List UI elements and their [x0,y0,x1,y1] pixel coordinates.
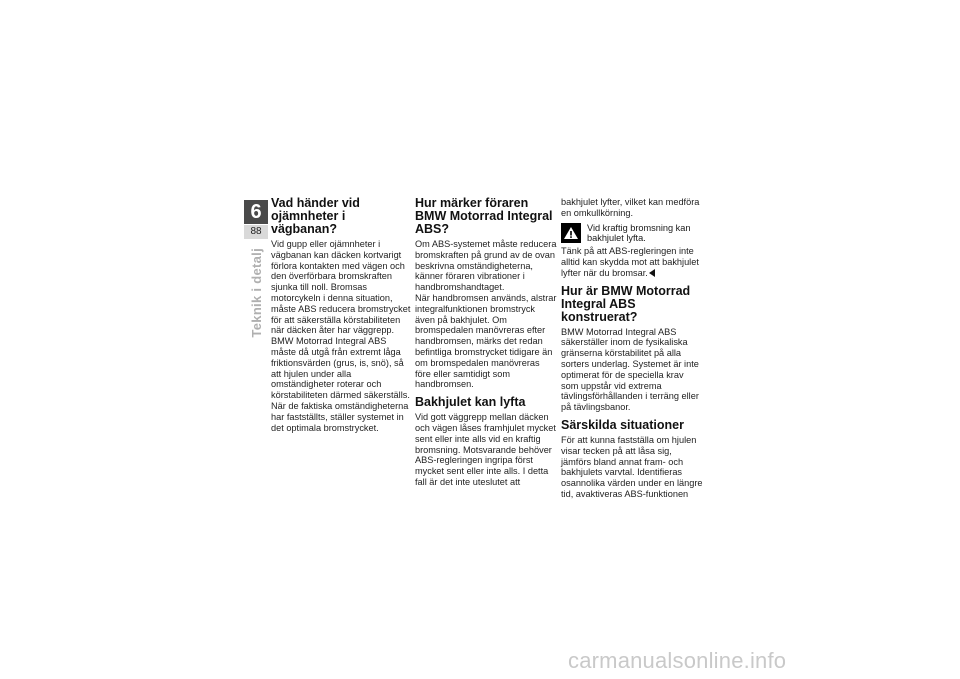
end-of-section-icon [649,269,655,277]
heading-how-rider-notices: Hur märker föraren BMW Motorrad Integral ABS? [415,196,553,236]
column-1 [271,197,413,439]
heading-uneven-road: Vad händer vid ojämnheter i vägbanan? [271,196,360,236]
paragraph-abs-cannot-protect [561,246,703,278]
paragraph-rear-wheel-lift: Vid gott väggrepp mellan däcken och vägen låses framhjulet mycket sent eller inte alls vid en kraftig bromsning. Motsvarande behöver ABS-regleringen ingripa först mycket sent eller inte alls. I detta fall är det inte uteslutet att [415,412,556,487]
column-3 [561,197,703,506]
heading-special-situations: Särskilda situationer [561,417,684,432]
warning-triangle-icon [561,223,581,243]
chapter-number: 6 [244,200,268,224]
page-number: 88 [244,225,268,239]
heading-abs-design: Hur är BMW Motorrad Integral ABS konstruerat? [561,283,691,324]
warning-text: Vid kraftig bromsning kan bakhjulet lyfta. [587,222,691,244]
paragraph-special-situations: För att kunna fastställa om hjulen visar tecken på att låsa sig, jämförs bland annat fram- och bakhjulets varvtal. Identifieras osannolika värden under en längre tid, avaktiveras ABS-funktionen [561,434,703,499]
paragraph-integral-function: När handbromsen används, alstrar integralfunktionen bromstryck även på bakhjulet. Om bromspedalen manövreras efter handbromsen, märks det redan befintliga bromstrycket tidigare än om bromspedalen manövreras före eller samtidigt som handbromsen. [415,292,557,390]
paragraph-uneven-road: Vid gupp eller ojämnheter i vägbanan kan däcken kortvarigt förlora kontakten med vägen och den överförbara bromskraften sjunka till noll. Bromsas motorcykeln i denna situation, måste ABS reducera bromstrycket för att säkerställa körstabiliteten när däcken åter har väggrepp. BMW Motorrad Integral ABS måste då utgå från extremt låga friktionsvärden (grus, is, snö), så att hjulen under alla omständigheter roterar och körstabiliteten därmed säkerställs. När de faktiska omständigheterna har fastställts, ställer systemet in det optimala bromstrycket. [271,239,411,433]
paragraph-abs-design: BMW Motorrad Integral ABS säkerställer inom de fysikaliska gränserna körstabilitet på alla sorters underlag. Systemet är inte optimerat för de speciella krav som uppstår vid extrema tävlingsförhållanden i terräng eller på tävlingsbanor. [561,326,699,413]
heading-rear-wheel-lift: Bakhjulet kan lyfta [415,395,526,410]
watermark: carmanualsonline.info [568,648,787,673]
warning-note [561,223,703,245]
column-2 [415,197,557,494]
paragraph-rear-wheel-continued: bakhjulet lyfter, vilket kan medföra en omkullkörning. [561,197,700,218]
section-title-vertical [244,248,268,358]
abs-cannot-protect-text: Tänk på att ABS-regleringen inte alltid kan skydda mot att bakhjulet lyfter när du bromsar. [561,246,699,278]
section-title-text: Teknik i detalj [248,248,264,338]
paragraph-vibrations: Om ABS-systemet måste reducera bromskraften på grund av de ovan beskrivna omständigheterna, känner föraren vibrationer i handbromshandtaget. [415,239,557,293]
